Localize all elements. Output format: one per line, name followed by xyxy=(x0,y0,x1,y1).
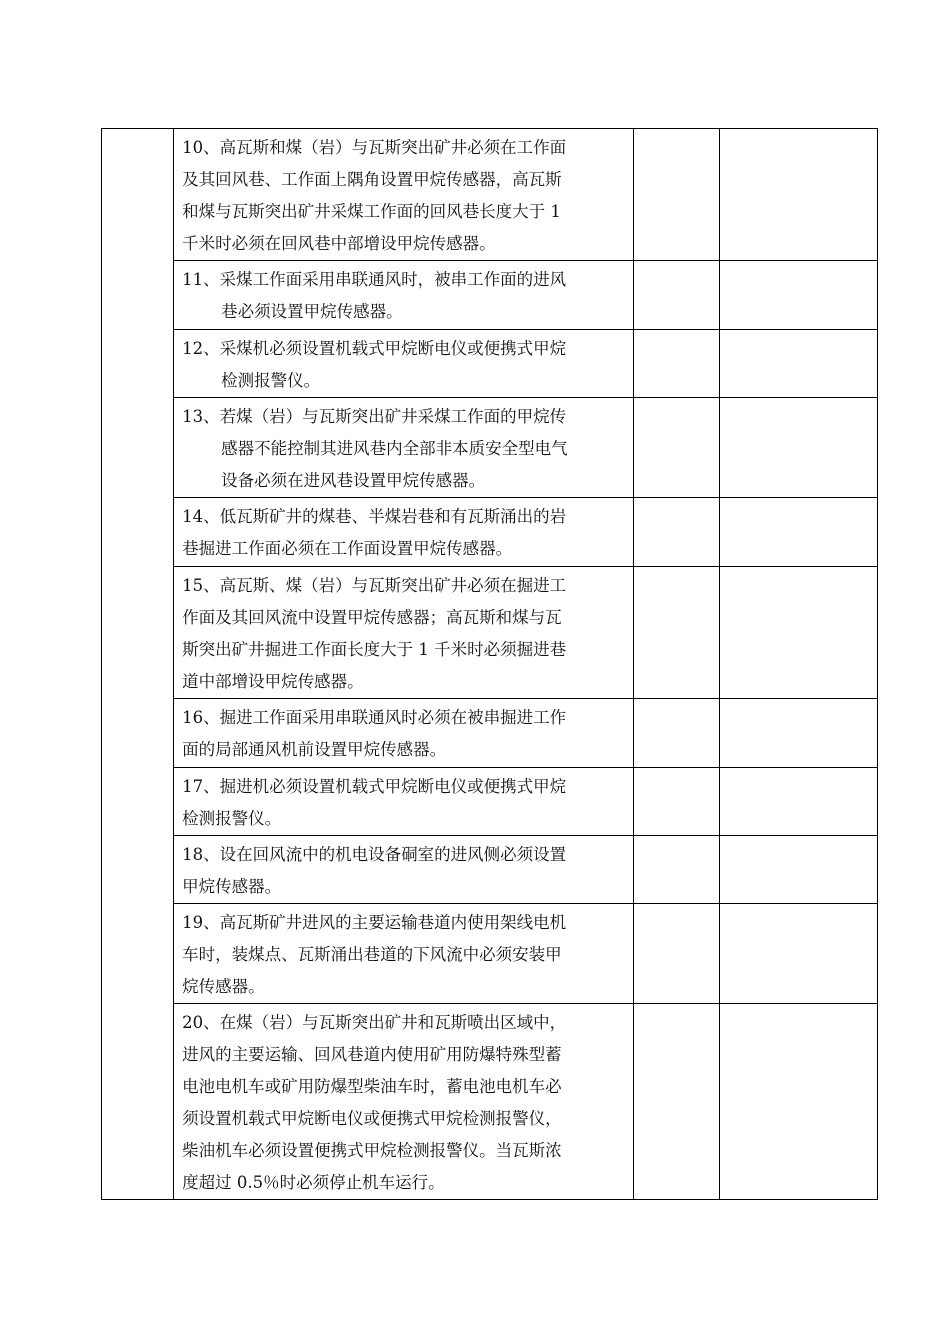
requirement-cell xyxy=(174,398,634,498)
requirement-cell xyxy=(174,768,634,836)
requirement-line: 进风的主要运输、回风巷道内使用矿用防爆特殊型蓄 xyxy=(182,1045,562,1064)
remarks-cell xyxy=(719,129,877,261)
requirement-text xyxy=(174,836,633,903)
requirement-line: 14、低瓦斯矿井的煤巷、半煤岩巷和有瓦斯涌出的岩 xyxy=(182,507,567,526)
requirement-line: 检测报警仪。 xyxy=(182,809,282,828)
requirement-line: 13、若煤（岩）与瓦斯突出矿井采煤工作面的甲烷传 xyxy=(182,407,567,426)
check-result-cell xyxy=(633,398,719,498)
requirement-text xyxy=(174,1004,633,1199)
remarks-cell xyxy=(719,836,877,904)
remarks-cell xyxy=(719,1004,877,1200)
requirement-line: 作面及其回风流中设置甲烷传感器；高瓦斯和煤与瓦 xyxy=(182,608,562,627)
table-row xyxy=(102,836,878,904)
check-result-cell xyxy=(633,768,719,836)
category-cell xyxy=(102,129,174,1200)
requirement-line: 柴油机车必须设置便携式甲烷检测报警仪。当瓦斯浓 xyxy=(182,1141,562,1160)
check-result-cell xyxy=(633,261,719,330)
table-row xyxy=(102,699,878,768)
requirement-line: 及其回风巷、工作面上隅角设置甲烷传感器，高瓦斯 xyxy=(182,170,562,189)
check-result-cell xyxy=(633,567,719,699)
requirement-text xyxy=(174,330,633,397)
table-row xyxy=(102,498,878,567)
table-row xyxy=(102,330,878,398)
requirement-line: 和煤与瓦斯突出矿井采煤工作面的回风巷长度大于 1 xyxy=(182,202,561,221)
requirement-line: 烷传感器。 xyxy=(182,977,265,996)
requirement-cell xyxy=(174,498,634,567)
table-row xyxy=(102,1004,878,1200)
requirement-line: 度超过 0.5％时必须停止机车运行。 xyxy=(182,1173,445,1192)
requirement-cell xyxy=(174,129,634,261)
table-row xyxy=(102,768,878,836)
requirement-line: 11、采煤工作面采用串联通风时，被串工作面的进风 xyxy=(182,270,567,289)
table-row xyxy=(102,567,878,699)
requirement-line: 感器不能控制其进风巷内全部非本质安全型电气 xyxy=(221,439,568,458)
checklist-table xyxy=(101,128,878,1200)
requirement-line: 17、掘进机必须设置机载式甲烷断电仪或便携式甲烷 xyxy=(182,777,567,796)
requirement-text xyxy=(174,567,633,698)
check-result-cell xyxy=(633,330,719,398)
remarks-cell xyxy=(719,768,877,836)
check-result-cell xyxy=(633,1004,719,1200)
requirement-cell xyxy=(174,1004,634,1200)
requirement-line: 甲烷传感器。 xyxy=(182,877,282,896)
checklist-table-body xyxy=(102,129,878,1200)
table-row xyxy=(102,129,878,261)
requirement-line: 电池电机车或矿用防爆型柴油车时，蓄电池电机车必 xyxy=(182,1077,562,1096)
requirement-text xyxy=(174,768,633,835)
requirement-text xyxy=(174,498,633,565)
check-result-cell xyxy=(633,498,719,567)
requirement-cell xyxy=(174,836,634,904)
remarks-cell xyxy=(719,699,877,768)
remarks-cell xyxy=(719,398,877,498)
remarks-cell xyxy=(719,330,877,398)
requirement-cell xyxy=(174,699,634,768)
check-result-cell xyxy=(633,699,719,768)
requirement-line: 须设置机载式甲烷断电仪或便携式甲烷检测报警仪， xyxy=(182,1109,562,1128)
table-row xyxy=(102,904,878,1004)
remarks-cell xyxy=(719,904,877,1004)
requirement-cell xyxy=(174,567,634,699)
requirement-line: 检测报警仪。 xyxy=(221,371,321,390)
remarks-cell xyxy=(719,261,877,330)
requirement-cell xyxy=(174,330,634,398)
requirement-cell xyxy=(174,261,634,330)
table-row xyxy=(102,261,878,330)
check-result-cell xyxy=(633,836,719,904)
requirement-line: 面的局部通风机前设置甲烷传感器。 xyxy=(182,740,447,759)
remarks-cell xyxy=(719,567,877,699)
requirement-line: 车时，装煤点、瓦斯涌出巷道的下风流中必须安装甲 xyxy=(182,945,562,964)
requirement-line: 道中部增设甲烷传感器。 xyxy=(182,672,364,691)
requirement-cell xyxy=(174,904,634,1004)
requirement-line: 设备必须在进风巷设置甲烷传感器。 xyxy=(221,471,486,490)
requirement-line: 巷掘进工作面必须在工作面设置甲烷传感器。 xyxy=(182,539,513,558)
requirement-text xyxy=(174,904,633,1003)
table-row xyxy=(102,398,878,498)
requirement-line: 斯突出矿井掘进工作面长度大于 1 千米时必须掘进巷 xyxy=(182,640,567,659)
requirement-text xyxy=(174,699,633,766)
requirement-line: 16、掘进工作面采用串联通风时必须在被串掘进工作 xyxy=(182,708,567,727)
requirement-line: 12、采煤机必须设置机载式甲烷断电仪或便携式甲烷 xyxy=(182,339,567,358)
requirement-line: 20、在煤（岩）与瓦斯突出矿井和瓦斯喷出区域中， xyxy=(182,1013,567,1032)
requirement-line: 10、高瓦斯和煤（岩）与瓦斯突出矿井必须在工作面 xyxy=(182,138,567,157)
requirement-text xyxy=(174,398,633,497)
requirement-line: 15、高瓦斯、煤（岩）与瓦斯突出矿井必须在掘进工 xyxy=(182,576,567,595)
check-result-cell xyxy=(633,129,719,261)
remarks-cell xyxy=(719,498,877,567)
requirement-text xyxy=(174,129,633,260)
requirement-text xyxy=(174,261,633,328)
requirement-line: 18、设在回风流中的机电设备硐室的进风侧必须设置 xyxy=(182,845,567,864)
requirement-line: 巷必须设置甲烷传感器。 xyxy=(221,302,403,321)
requirement-line: 19、高瓦斯矿井进风的主要运输巷道内使用架线电机 xyxy=(182,913,567,932)
check-result-cell xyxy=(633,904,719,1004)
requirement-line: 千米时必须在回风巷中部增设甲烷传感器。 xyxy=(182,234,496,253)
